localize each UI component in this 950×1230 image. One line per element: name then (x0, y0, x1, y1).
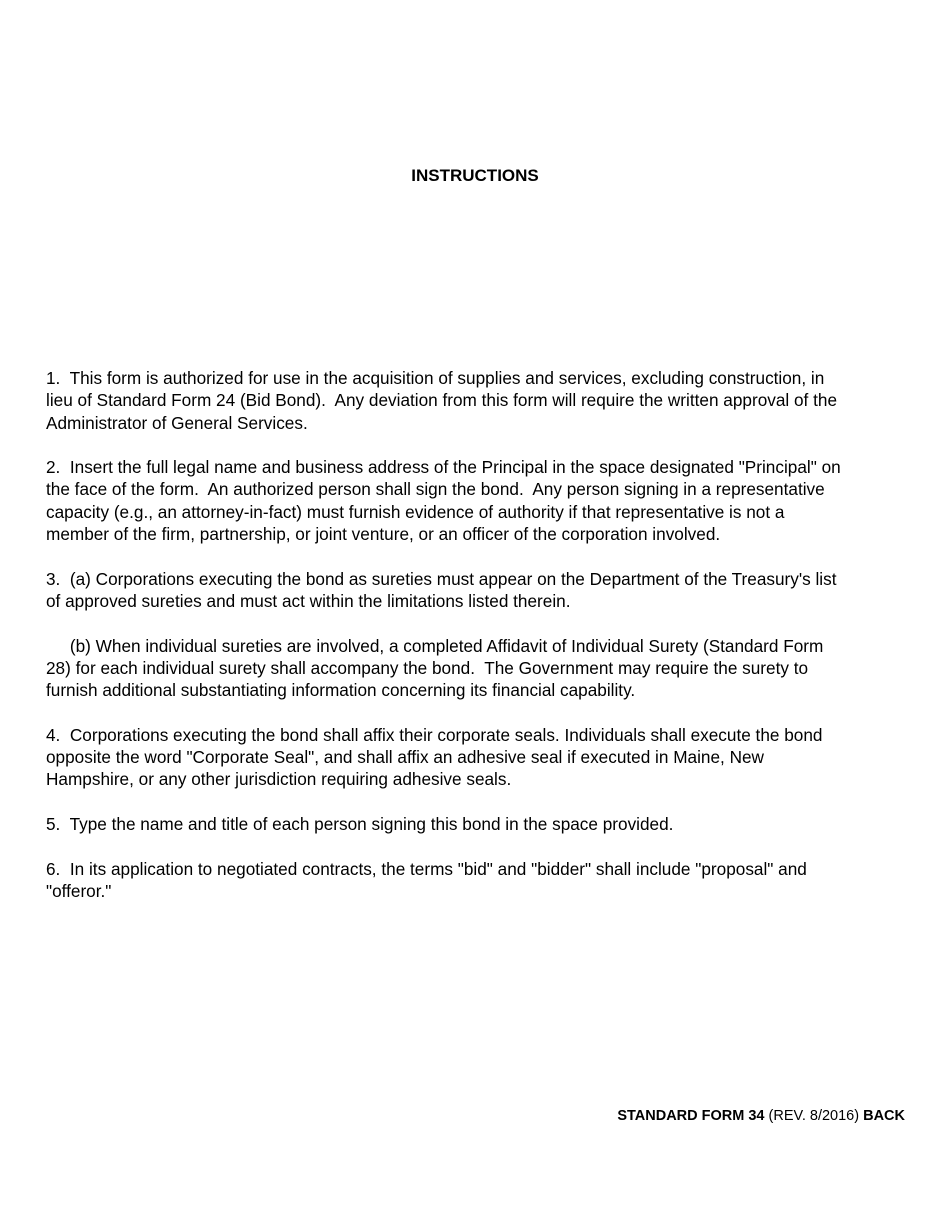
instruction-line: Administrator of General Services. (46, 412, 308, 433)
instruction-line: lieu of Standard Form 24 (Bid Bond). Any deviation from this form will require the written approval of the (46, 390, 838, 411)
instruction-line: member of the firm, partnership, or joint venture, or an officer of the corporation involved. (46, 524, 721, 545)
instruction-line: opposite the word "Corporate Seal", and shall affix an adhesive seal if executed in Maine, New (46, 747, 764, 768)
form-revision: (REV. 8/2016) (764, 1108, 864, 1124)
instruction-line: 1. This form is authorized for use in the acquisition of supplies and services, excluding construction, in (46, 368, 825, 388)
instruction-line: 4. Corporations executing the bond shall affix their corporate seals. Individuals shall execute the bond (46, 724, 823, 745)
page-title: INSTRUCTIONS (411, 166, 539, 185)
instruction-line: 6. In its application to negotiated contracts, the terms "bid" and "bidder" shall include "proposal" and (46, 858, 807, 879)
instruction-line: 28) for each individual surety shall accompany the bond. The Government may require the surety to (46, 657, 809, 678)
form-side: BACK (863, 1108, 905, 1124)
instruction-line: 5. Type the name and title of each person signing this bond in the space provided. (46, 813, 674, 834)
instruction-line: 2. Insert the full legal name and business address of the Principal in the space designated "Principal" on (46, 457, 841, 478)
instruction-paragraph (46, 635, 916, 702)
instruction-paragraph (46, 858, 916, 903)
instruction-line: capacity (e.g., an attorney-in-fact) must furnish evidence of authority if that representative is not a (46, 501, 785, 522)
instruction-paragraph (46, 813, 916, 835)
instruction-line: 3. (a) Corporations executing the bond as sureties must appear on the Department of the Treasury's list (46, 568, 837, 589)
instructions-body (46, 367, 916, 924)
instruction-paragraph (46, 456, 916, 545)
instruction-line: furnish additional substantiating information concerning its financial capability. (46, 680, 636, 701)
instruction-paragraph (46, 367, 916, 434)
instruction-line: Hampshire, or any other jurisdiction requiring adhesive seals. (46, 769, 512, 790)
form-name: STANDARD FORM 34 (617, 1108, 765, 1124)
instruction-line: the face of the form. An authorized person shall sign the bond. Any person signing in a representative (46, 479, 825, 500)
form-footer (617, 1108, 905, 1124)
instruction-paragraph (46, 724, 916, 791)
instruction-line: of approved sureties and must act within the limitations listed therein. (46, 590, 571, 611)
instruction-line: "offeror." (46, 880, 112, 901)
instruction-paragraph (46, 568, 916, 613)
instruction-line: (b) When individual sureties are involved, a completed Affidavit of Individual Surety (Standard Form (46, 635, 824, 656)
